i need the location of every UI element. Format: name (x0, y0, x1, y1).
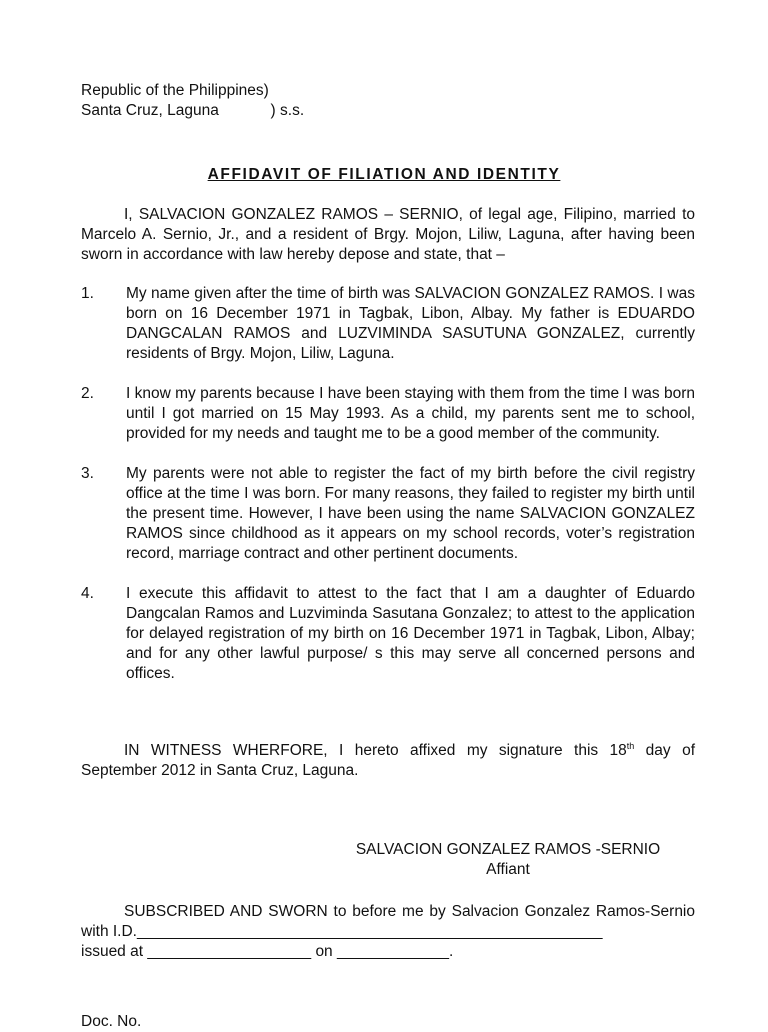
item-text: I know my parents because I have been staying with them from the time I was born until I got married on 15 May 1993. As a child, my parents sent me to school, provided for my needs and taught me to be a good member of the community. (126, 385, 695, 442)
list-item (81, 284, 695, 364)
item-number: 2. (81, 385, 94, 402)
item-text: My parents were not able to register the fact of my birth before the civil registry office at the time I was born. For many reasons, they failed to register my birth until the present time. However, I have been using the name SALVACION GONZALEZ RAMOS since childhood as it appears on my school records, voter’s registration record, marriage contract and other pertinent documents. (126, 465, 695, 562)
affiant-label: Affiant (486, 861, 530, 878)
witness-paragraph (81, 741, 695, 781)
witness-text-end: day of September 2012 in Santa Cruz, Laguna. (81, 742, 695, 779)
document-title (0, 165, 768, 185)
intro-paragraph: I, SALVACION GONZALEZ RAMOS – SERNIO, of legal age, Filipino, married to Marcelo A. Sernio, Jr., and a resident of Brgy. Mojon, Liliw, Laguna, after having been sworn in accordance with law hereby depose and state, that – (81, 206, 695, 263)
item-text: I execute this affidavit to attest to the fact that I am a daughter of Eduardo Dangcalan Ramos and Luzviminda Sasutana Gonzalez; to attest to the application for delayed registration of my birth on 16 December 1971 in Tagbak, Libon, Albay; and for any other lawful purpose/ s this may serve all concerned persons and offices. (126, 585, 695, 682)
ordinal-suffix: th (626, 740, 635, 751)
jurat-text: SUBSCRIBED AND SWORN to before me by Salvacion Gonzalez Ramos-Sernio with I.D.______________________________________________________ (81, 903, 695, 940)
list-item (81, 584, 695, 684)
witness-text: IN WITNESS WHERFORE, I hereto affixed my signature this 18 (124, 742, 627, 759)
signature-block (353, 840, 663, 880)
venue-country: Republic of the Philippines) (81, 82, 269, 99)
statement-list (81, 284, 695, 704)
jurat-block (81, 902, 695, 962)
doc-number-label: Doc. No. (81, 1013, 142, 1030)
list-item (81, 464, 695, 564)
item-number: 3. (81, 465, 94, 482)
item-number: 4. (81, 585, 94, 602)
item-number: 1. (81, 285, 94, 302)
jurat-issued: issued at ___________________ on _____________. (81, 943, 454, 960)
venue-city: Santa Cruz, Laguna ) s.s. (81, 102, 305, 119)
document-title-text: AFFIDAVIT OF FILIATION AND IDENTITY (207, 166, 561, 183)
venue-header (81, 81, 695, 121)
affiant-name: SALVACION GONZALEZ RAMOS -SERNIO (355, 841, 661, 858)
list-item (81, 384, 695, 444)
item-text: My name given after the time of birth was SALVACION GONZALEZ RAMOS. I was born on 16 December 1971 in Tagbak, Libon, Albay. My father is EDUARDO DANGCALAN RAMOS and LUZVIMINDA SASUTUNA GONZALEZ, currently residents of Brgy. Mojon, Liliw, Laguna. (126, 285, 695, 362)
